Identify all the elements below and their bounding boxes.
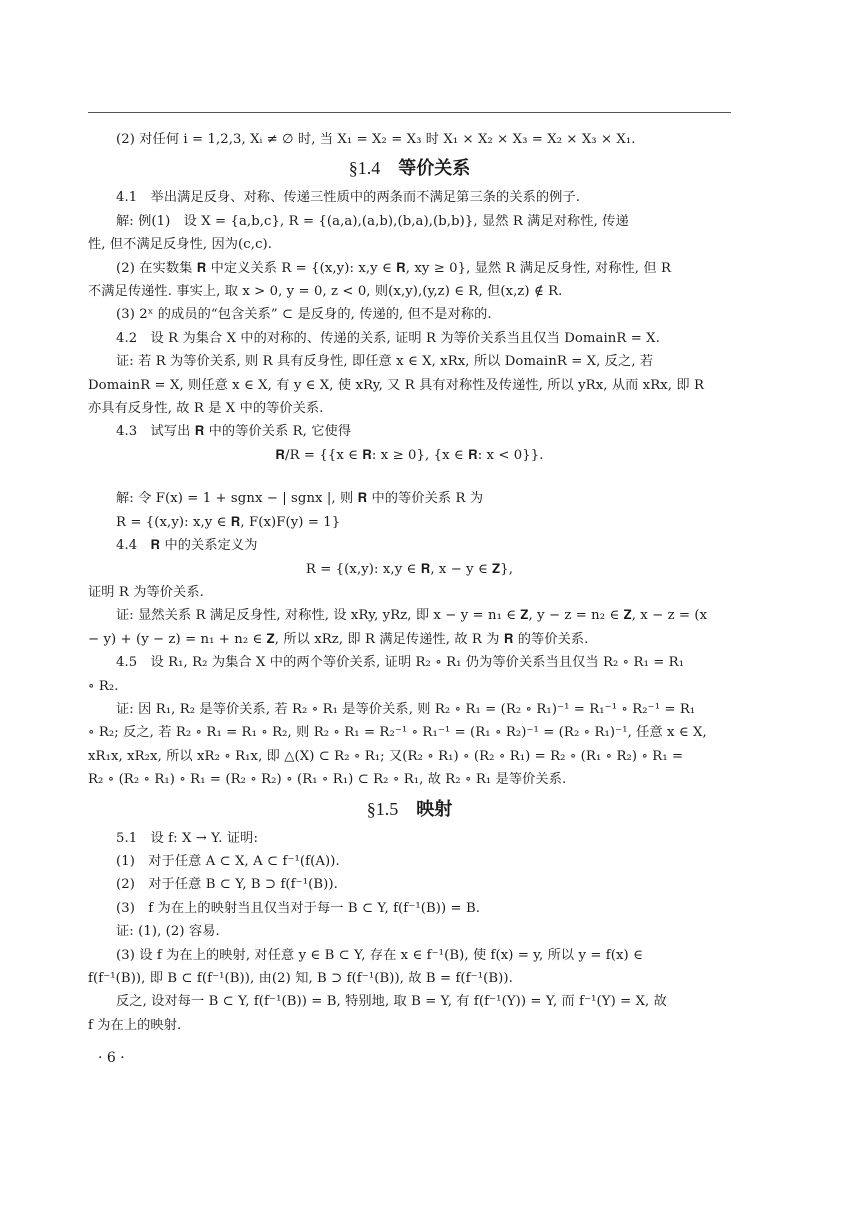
text-line: (2) 对任何 i = 1,2,3, Xᵢ ≠ ∅ 时, 当 X₁ = X₂ = X₃ 时 X₁ × X₂ × X₃ = X₂ × X₃ × X₁. [116,132,636,147]
text-line: xR₁x, xR₂x, 所以 xR₂ ∘ R₁x, 即 △(X) ⊂ R₂ ∘ R₁; 又(R₂ ∘ R₁) ∘ (R₂ ∘ R₁) = R₂ ∘ (R₁ ∘ R₂) ∘ R₁ = [88,748,684,764]
text-line: (2) 对于任意 B ⊂ Y, B ⊃ f(f⁻¹(B)). [116,877,338,893]
text-line: (3) 设 f 为在上的映射, 对任意 y ∈ B ⊂ Y, 存在 x ∈ f⁻¹(B), 使 f(x) = y, 所以 y = f(x) ∈ [116,947,643,963]
text-line: (1) 对于任意 A ⊂ X, A ⊂ f⁻¹(f(A)). [116,853,340,869]
text-line: 证: 若 R 为等价关系, 则 R 具有反身性, 即任意 x ∈ X, xRx, 所以 DomainR = X, 反之, 若 [116,354,654,370]
section-heading [88,792,731,827]
text-line: DomainR = X, 则任意 x ∈ X, 有 y ∈ X, 使 xRy, 又 R 具有对称性及传递性, 所以 yRx, 从而 xRx, 即 R [88,377,704,393]
text-line: 4.3 试写出 𝐑 中的等价关系 R, 它使得 [116,424,352,440]
text-line: ∘ R₂; 反之, 若 R₂ ∘ R₁ = R₁ ∘ R₂, 则 R₂ ∘ R₁ = R₂⁻¹ ∘ R₁⁻¹ = (R₁ ∘ R₂)⁻¹ = (R₂ ∘ R₁)⁻¹, 任意 x ∈ X, [88,725,707,741]
text-line: R₂ ∘ (R₂ ∘ R₁) ∘ R₁ = (R₂ ∘ R₂) ∘ (R₁ ∘ R₁) ⊂ R₂ ∘ R₁, 故 R₂ ∘ R₁ 是等价关系. [88,772,567,788]
text-line: 解: 令 F(x) = 1 + sgnx − | sgnx |, 则 𝐑 中的等价关系 R 为 [116,491,484,507]
text-line: 解: 例(1) 设 X = {a,b,c}, R = {(a,a),(a,b),(b,a),(b,b)}, 显然 R 满足对称性, 传递 [116,213,629,229]
header-rule [88,112,731,113]
section-title: 映射 [416,798,453,820]
text-line: 性, 但不满足反身性, 因为(c,c). [88,237,273,253]
text-line: 证: (1), (2) 容易. [116,924,220,940]
text-line: 反之, 设对每一 B ⊂ Y, f(f⁻¹(B)) = B, 特别地, 取 B = Y, 有 f(f⁻¹(Y)) = Y, 而 f⁻¹(Y) = X, 故 [116,994,667,1010]
text-line: 5.1 设 f: X → Y. 证明: [116,830,258,846]
text-line: ∘ R₂. [88,678,119,694]
text-line: 证明 R 为等价关系. [88,584,204,600]
text-line: (2) 在实数集 𝐑 中定义关系 R = {(x,y): x,y ∈ 𝐑, xy ≥ 0}, 显然 R 满足反身性, 对称性, 但 R [116,260,671,276]
section-heading [88,151,731,186]
text-line: 不满足传递性. 事实上, 取 x > 0, y = 0, z < 0, 则(x,y),(y,z) ∈ R, 但(x,z) ∉ R. [88,284,563,300]
spacer [88,467,731,487]
text-line: (3) f 为在上的映射当且仅当对于每一 B ⊂ Y, f(f⁻¹(B)) = B. [116,900,481,916]
section-number: §1.5 [366,798,399,819]
text-line: 4.1 举出满足反身、对称、传递三性质中的两条而不满足第三条的关系的例子. [116,190,581,206]
text-line: f 为在上的映射. [88,1017,182,1033]
text-line: 𝐑/R = {{x ∈ 𝐑: x ≥ 0}, {x ∈ 𝐑: x < 0}}. [275,447,544,463]
text-line: 4.5 设 R₁, R₂ 为集合 X 中的两个等价关系, 证明 R₂ ∘ R₁ 仍为等价关系当且仅当 R₂ ∘ R₁ = R₁ [116,655,685,671]
text-line: R = {(x,y): x,y ∈ 𝐑, x − y ∈ 𝐙}, [305,561,514,577]
page-number: · 6 · [98,1050,125,1066]
text-line: 证: 因 R₁, R₂ 是等价关系, 若 R₂ ∘ R₁ 是等价关系, 则 R₂ ∘ R₁ = (R₂ ∘ R₁)⁻¹ = R₁⁻¹ ∘ R₂⁻¹ = R₁ [116,701,696,717]
text-line: 4.4 𝐑 中的关系定义为 [116,538,258,554]
text-line: 证: 显然关系 R 满足反身性, 对称性, 设 xRy, yRz, 即 x − y = n₁ ∈ 𝐙, y − z = n₂ ∈ 𝐙, x − z = (x [116,608,708,624]
text-line: f(f⁻¹(B)), 即 B ⊂ f(f⁻¹(B)), 由(2) 知, B ⊃ f(f⁻¹(B)), 故 B = f(f⁻¹(B)). [88,971,513,986]
text-line: 4.2 设 R 为集合 X 中的对称的、传递的关系, 证明 R 为等价关系当且仅当 DomainR = X. [116,330,660,346]
page-body [88,128,731,1037]
text-line: − y) + (y − z) = n₁ + n₂ ∈ 𝐙, 所以 xRz, 即 R 满足传递性, 故 R 为 𝐑 的等价关系. [88,631,589,647]
text-line: (3) 2ˣ 的成员的“包含关系” ⊂ 是反身的, 传递的, 但不是对称的. [116,307,492,323]
text-line: 亦具有反身性, 故 R 是 X 中的等价关系. [88,401,324,417]
section-number: §1.4 [348,158,381,179]
text-line: R = {(x,y): x,y ∈ 𝐑, F(x)F(y) = 1} [116,514,341,530]
section-title: 等价关系 [398,158,471,180]
